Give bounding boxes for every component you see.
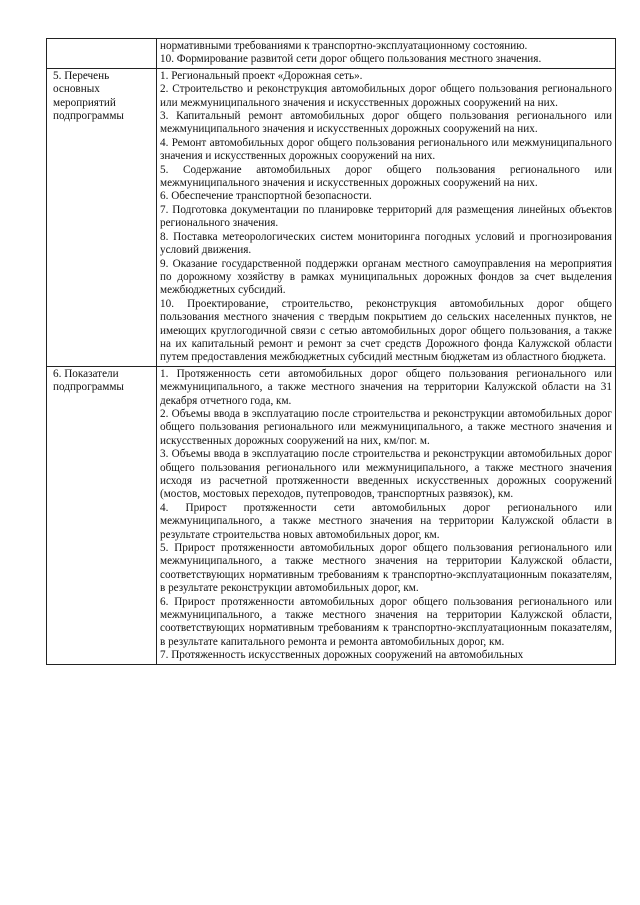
row-content	[157, 366, 616, 664]
row-label	[47, 39, 157, 69]
list-item: 1. Протяженность сети автомобильных дорог общего пользования регионального или межмуниципального, а также местного значения на территории Калужской области на 31 декабря отчетного года, км.	[160, 367, 612, 407]
list-item: 5. Прирост протяженности автомобильных дорог общего пользования регионального или межмуниципального, а также местного значения на территории Калужской области, соответствующих нормативным требованиям к транспортно-эксплуатационным показателям, в результате реконструкции автомобильных дорог, км.	[160, 542, 612, 595]
list-item: 2. Объемы ввода в эксплуатацию после строительства и реконструкции автомобильных дорог общего пользования регионального или межмуниципального, а также местного значения и искусственных дорожных сооружений на них, км/пог. м.	[160, 407, 612, 447]
list-item: 3. Объемы ввода в эксплуатацию после строительства и реконструкции автомобильных дорог общего пользования регионального или межмуниципального, а также местного значения исходя из расчетной протяженности введенных искусственных дорожных сооружений (мостов, мостовых переходов, путепроводов, транспортных развязок), км.	[160, 448, 612, 501]
list-item: 10. Проектирование, строительство, реконструкция автомобильных дорог общего пользования местного значения с твердым покрытием до сельских населенных пунктов, не имеющих круглогодичной связи с сетью автомобильных дорог общего пользования, а также на их капитальный ремонт и ремонт за счет средств Дорожного фонда Калужской области путем предоставления межбюджетных субсидий местным бюджетам из областного бюджета.	[160, 297, 612, 364]
list-item: 9. Оказание государственной поддержки органам местного самоуправления на мероприятия по дорожному хозяйству в рамках муниципальных дорожных фондов за счет выделения межбюджетных субсидий.	[160, 257, 612, 297]
list-item: 6. Прирост протяженности автомобильных дорог общего пользования регионального или межмуниципального, а также местного значения на территории Калужской области, соответствующих нормативным требованиям к транспортно-эксплуатационным показателям, в результате капитального ремонта и ремонта автомобильных дорог, км.	[160, 595, 612, 648]
list-item: 6. Обеспечение транспортной безопасности.	[160, 190, 372, 203]
list-item: 10. Формирование развитой сети дорог общего пользования местного значения.	[160, 53, 542, 66]
list-item: 4. Прирост протяженности сети автомобильных дорог регионального или межмуниципального, а также местного значения на территории Калужской области в результате строительства новых автомобильных дорог, км.	[160, 501, 612, 541]
row-content	[157, 68, 616, 366]
list-item: 4. Ремонт автомобильных дорог общего пользования регионального или межмуниципального значения и искусственных дорожных сооружений на них.	[160, 136, 612, 163]
program-table	[46, 38, 616, 665]
list-item: 5. Содержание автомобильных дорог общего пользования регионального или межмуниципального значения и искусственных дорожных сооружений на них.	[160, 163, 612, 190]
table-row	[47, 68, 616, 366]
row-content	[157, 39, 616, 69]
list-item: 8. Поставка метеорологических систем мониторинга погодных условий и прогнозирования условий движения.	[160, 230, 612, 257]
list-item: 3. Капитальный ремонт автомобильных дорог общего пользования регионального или межмуниципального значения и искусственных дорожных сооружений на них.	[160, 110, 612, 136]
list-item: 1. Региональный проект «Дорожная сеть».	[160, 69, 363, 82]
list-item: 7. Протяженность искусственных дорожных сооружений на автомобильных	[160, 649, 524, 662]
row-label: 5. Перечень основных мероприятий подпрограммы	[47, 68, 157, 366]
row-label: 6. Показатели подпрограммы	[47, 366, 157, 664]
table-row	[47, 39, 616, 69]
list-item: нормативными требованиями к транспортно-эксплуатационному состоянию.	[160, 40, 528, 52]
table-row	[47, 366, 616, 664]
list-item: 2. Строительство и реконструкция автомобильных дорог общего пользования регионального или межмуниципального значения и искусственных дорожных сооружений на них.	[160, 83, 612, 109]
list-item: 7. Подготовка документации по планировке территорий для размещения линейных объектов регионального значения.	[160, 203, 612, 230]
